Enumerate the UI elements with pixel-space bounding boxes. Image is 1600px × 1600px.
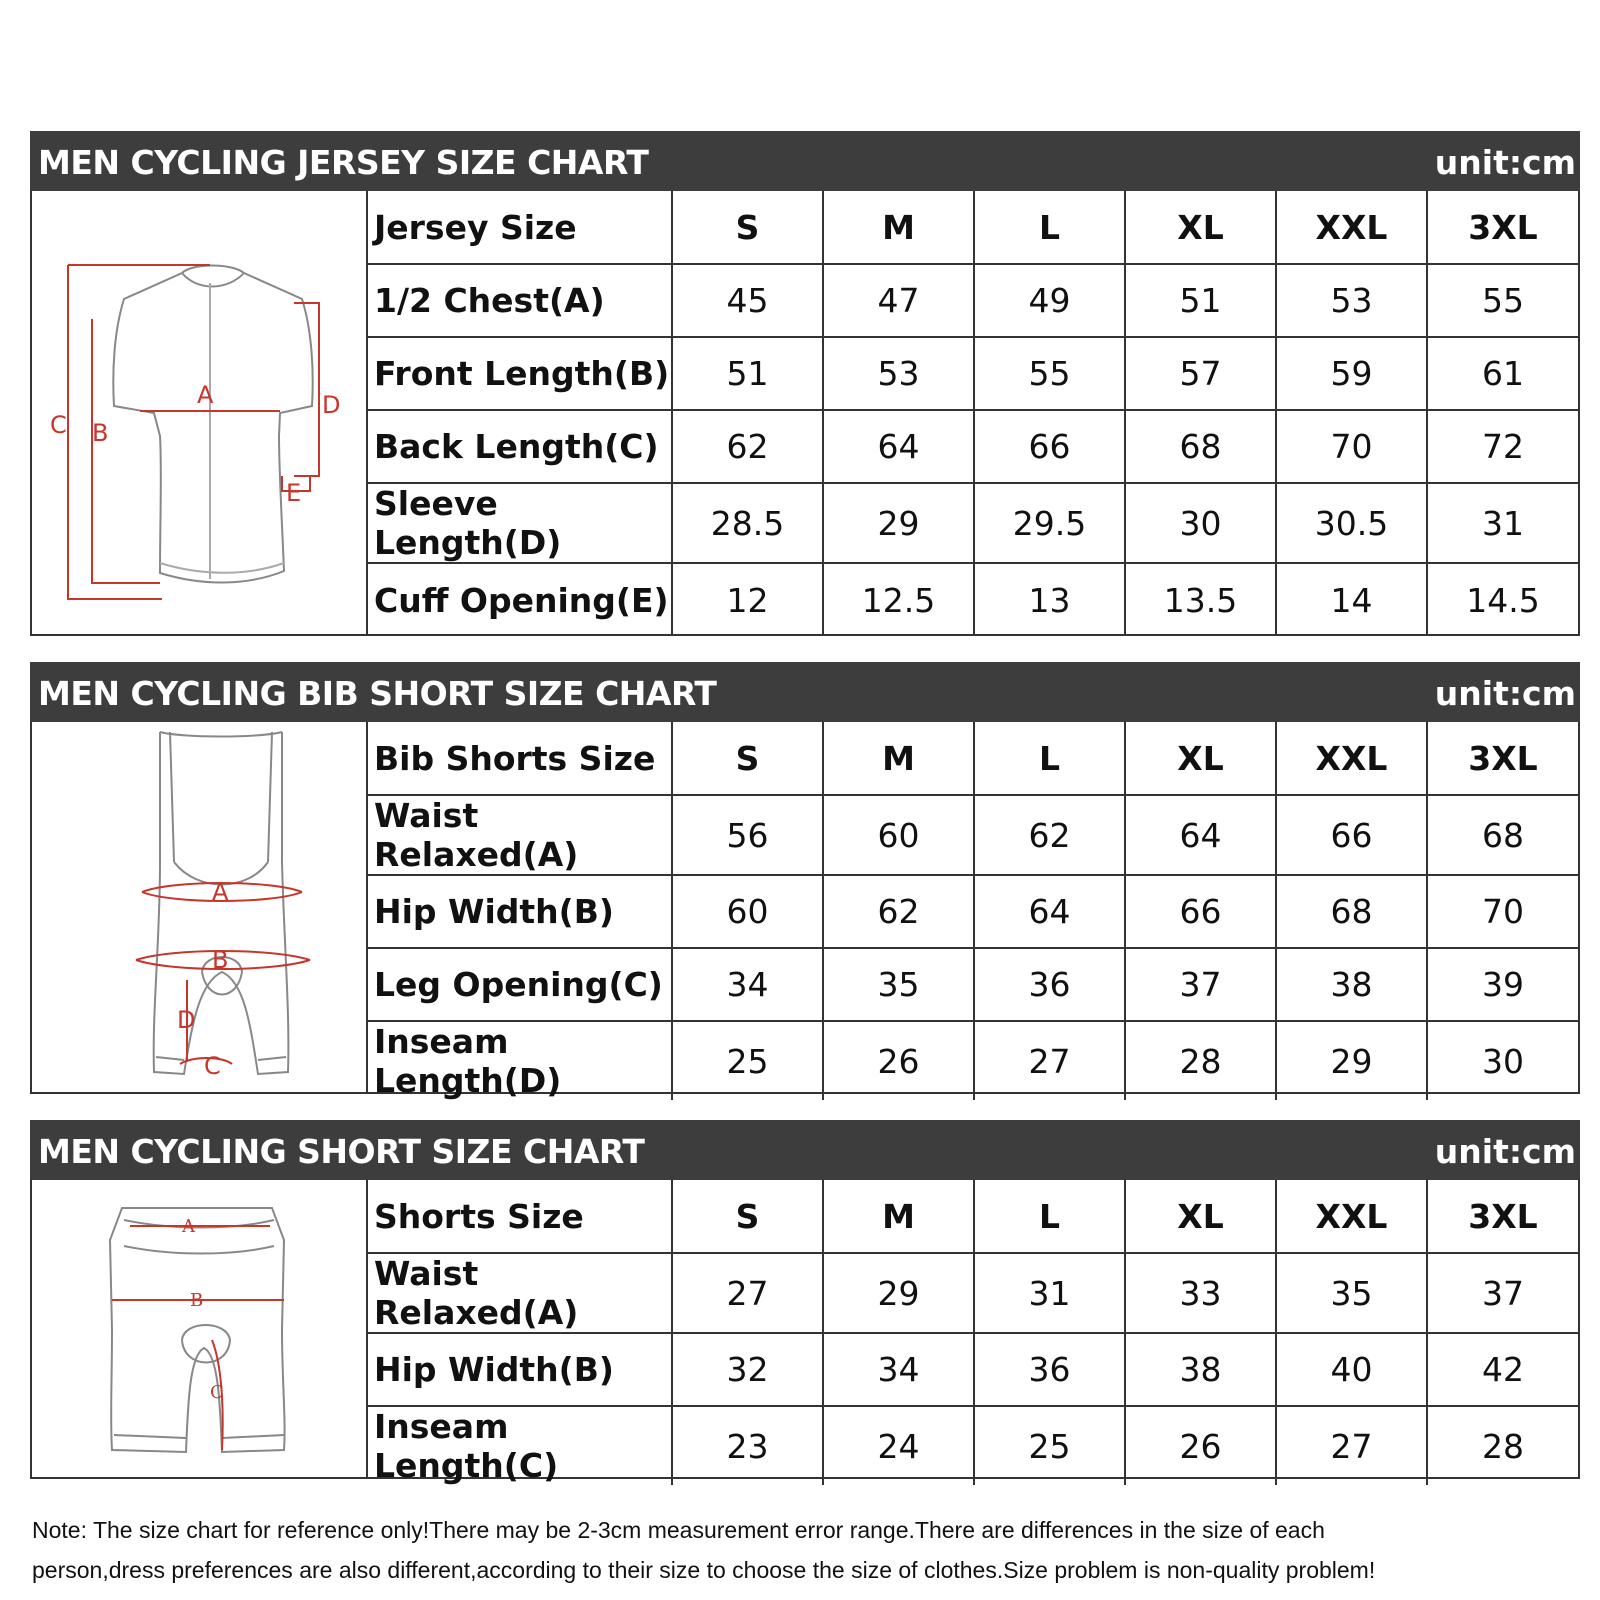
size-header: M [823, 722, 974, 795]
short-diagram [32, 1180, 368, 1477]
table-cell: 55 [1427, 264, 1578, 337]
measure-label-e: E [286, 479, 302, 507]
table-cell: 13.5 [1125, 563, 1276, 636]
size-header: L [974, 722, 1125, 795]
table-cell: 38 [1125, 1333, 1276, 1406]
table-row [368, 795, 1578, 875]
jersey-size-chart [30, 131, 1580, 636]
table-cell: 34 [823, 1333, 974, 1406]
table-cell: 61 [1427, 337, 1578, 410]
measure-name: Inseam Length(C) [368, 1406, 672, 1485]
table-row [368, 410, 1578, 483]
short-illustration [32, 1180, 368, 1479]
table-cell: 13 [974, 563, 1125, 636]
measure-label-a: A [212, 878, 229, 906]
table-row [368, 948, 1578, 1021]
table-cell: 27 [672, 1253, 823, 1333]
table-row [368, 264, 1578, 337]
table-cell: 23 [672, 1406, 823, 1485]
chart-title: MEN CYCLING JERSEY SIZE CHART [38, 143, 649, 182]
table-cell: 68 [1276, 875, 1427, 948]
size-header: L [974, 191, 1125, 264]
bib-short-size-chart [30, 662, 1580, 1100]
measure-label-c: C [204, 1052, 221, 1080]
table-cell: 37 [1125, 948, 1276, 1021]
table-cell: 30 [1125, 483, 1276, 563]
size-header: M [823, 1180, 974, 1253]
table-cell: 39 [1427, 948, 1578, 1021]
table-cell: 55 [974, 337, 1125, 410]
table-cell: 57 [1125, 337, 1276, 410]
table-cell: 29 [1276, 1021, 1427, 1100]
measure-name: Waist Relaxed(A) [368, 795, 672, 875]
size-header: XXL [1276, 191, 1427, 264]
table-cell: 32 [672, 1333, 823, 1406]
table-cell: 29 [823, 1253, 974, 1333]
measure-name: Front Length(B) [368, 337, 672, 410]
size-header: XL [1125, 191, 1276, 264]
table-cell: 51 [1125, 264, 1276, 337]
size-header: 3XL [1427, 722, 1578, 795]
table-cell: 56 [672, 795, 823, 875]
unit-label: unit:cm [1434, 674, 1576, 713]
table-header-row [368, 1180, 1578, 1253]
table-row [368, 875, 1578, 948]
size-header: XL [1125, 1180, 1276, 1253]
chart-title: MEN CYCLING SHORT SIZE CHART [38, 1132, 645, 1171]
table-cell: 64 [1125, 795, 1276, 875]
chart-header [30, 131, 1580, 191]
table-cell: 40 [1276, 1333, 1427, 1406]
table-cell: 62 [672, 410, 823, 483]
bib-short-diagram [32, 722, 368, 1092]
table-header-row [368, 722, 1578, 795]
chart-body [30, 1180, 1580, 1485]
table-cell: 64 [974, 875, 1125, 948]
table-cell: 29 [823, 483, 974, 563]
table-cell: 28 [1482, 1426, 1524, 1466]
measure-label-a: A [197, 381, 214, 409]
chart-body [30, 722, 1580, 1100]
table-row [368, 337, 1578, 410]
chart-header [30, 662, 1580, 722]
table-cell: 45 [672, 264, 823, 337]
measure-label-c: C [50, 411, 67, 439]
measure-name: Sleeve Length(D) [368, 483, 672, 563]
measure-name: Hip Width(B) [368, 1333, 672, 1406]
size-header: XXL [1276, 1180, 1427, 1253]
table-cell: 66 [1276, 795, 1427, 875]
table-cell: 68 [1427, 795, 1578, 875]
size-row-label: Shorts Size [368, 1180, 672, 1253]
table-cell: 30 [1482, 1041, 1524, 1081]
table-cell: 34 [672, 948, 823, 1021]
bib-short-illustration [32, 722, 368, 1094]
table-cell: 36 [974, 948, 1125, 1021]
measure-label-a: A [182, 1216, 195, 1237]
table-cell: 72 [1427, 410, 1578, 483]
size-row-label: Jersey Size [368, 191, 672, 264]
size-header: S [672, 1180, 823, 1253]
jersey-diagram [32, 191, 368, 634]
table-cell: 47 [823, 264, 974, 337]
measure-name: 1/2 Chest(A) [368, 264, 672, 337]
measure-label-b: B [190, 1290, 204, 1311]
measure-name: Waist Relaxed(A) [368, 1253, 672, 1333]
size-header: S [672, 191, 823, 264]
size-header: L [974, 1180, 1125, 1253]
table-row [368, 1333, 1578, 1406]
table-cell: 70 [1276, 410, 1427, 483]
measure-label-b: B [92, 419, 109, 447]
size-header: XL [1125, 722, 1276, 795]
table-header-row [368, 191, 1578, 264]
table-cell: 14.5 [1466, 580, 1540, 620]
table-cell: 60 [672, 875, 823, 948]
table-cell: 49 [974, 264, 1125, 337]
table-cell: 36 [974, 1333, 1125, 1406]
table-cell: 68 [1125, 410, 1276, 483]
table-cell: 26 [1125, 1406, 1276, 1485]
table-cell: 66 [1125, 875, 1276, 948]
table-cell: 66 [974, 410, 1125, 483]
measure-name: Hip Width(B) [368, 875, 672, 948]
jersey-size-table [368, 191, 1578, 636]
table-cell: 31 [974, 1253, 1125, 1333]
table-cell: 28.5 [672, 483, 823, 563]
table-cell: 26 [823, 1021, 974, 1100]
measure-name: Cuff Opening(E) [368, 563, 672, 636]
table-cell: 27 [1276, 1406, 1427, 1485]
measure-label-c: C [210, 1382, 224, 1403]
table-cell: 37 [1427, 1253, 1578, 1333]
unit-label: unit:cm [1434, 143, 1576, 182]
measure-name: Back Length(C) [368, 410, 672, 483]
table-cell: 35 [823, 948, 974, 1021]
size-row-label: Bib Shorts Size [368, 722, 672, 795]
table-cell: 35 [1276, 1253, 1427, 1333]
table-cell: 60 [823, 795, 974, 875]
measure-label-d: D [177, 1006, 196, 1034]
table-row [368, 563, 1578, 636]
table-row [368, 1406, 1578, 1485]
table-cell: 59 [1276, 337, 1427, 410]
table-cell: 38 [1276, 948, 1427, 1021]
table-cell: 42 [1427, 1333, 1578, 1406]
note-line: Note: The size chart for reference only!There may be 2-3cm measurement error range.There are differences in the size of each [32, 1517, 1325, 1543]
table-cell: 62 [974, 795, 1125, 875]
table-cell: 28 [1125, 1021, 1276, 1100]
jersey-illustration [32, 191, 368, 636]
chart-header [30, 1120, 1580, 1180]
short-size-table [368, 1180, 1578, 1485]
size-header: 3XL [1427, 1180, 1578, 1253]
table-cell: 29.5 [974, 483, 1125, 563]
size-header: S [672, 722, 823, 795]
measure-name: Inseam Length(D) [368, 1021, 672, 1100]
table-cell: 70 [1427, 875, 1578, 948]
short-size-chart [30, 1120, 1580, 1485]
chart-body [30, 191, 1580, 636]
chart-title: MEN CYCLING BIB SHORT SIZE CHART [38, 674, 717, 713]
note-line: person,dress preferences are also different,according to their size to choose the size of clothes.Size problem is non-quality problem! [32, 1557, 1376, 1583]
table-cell: 30.5 [1276, 483, 1427, 563]
table-cell: 25 [672, 1021, 823, 1100]
table-cell: 24 [823, 1406, 974, 1485]
table-cell: 62 [823, 875, 974, 948]
unit-label: unit:cm [1434, 1132, 1576, 1171]
measure-label-d: D [322, 391, 341, 419]
table-cell: 33 [1125, 1253, 1276, 1333]
size-header: M [823, 191, 974, 264]
size-note [32, 1510, 1572, 1590]
size-header: XXL [1276, 722, 1427, 795]
table-row [368, 483, 1578, 563]
table-cell: 64 [823, 410, 974, 483]
measure-name: Leg Opening(C) [368, 948, 672, 1021]
table-cell: 53 [823, 337, 974, 410]
table-cell: 31 [1427, 483, 1578, 563]
table-cell: 14 [1276, 563, 1427, 636]
measure-label-b: B [212, 946, 229, 974]
table-row [368, 1253, 1578, 1333]
table-cell: 53 [1276, 264, 1427, 337]
table-cell: 51 [672, 337, 823, 410]
table-cell: 27 [974, 1021, 1125, 1100]
bib-short-size-table [368, 722, 1578, 1100]
size-header: 3XL [1427, 191, 1578, 264]
table-cell: 12.5 [823, 563, 974, 636]
table-cell: 12 [672, 563, 823, 636]
table-cell: 25 [974, 1406, 1125, 1485]
table-row [368, 1021, 1578, 1100]
